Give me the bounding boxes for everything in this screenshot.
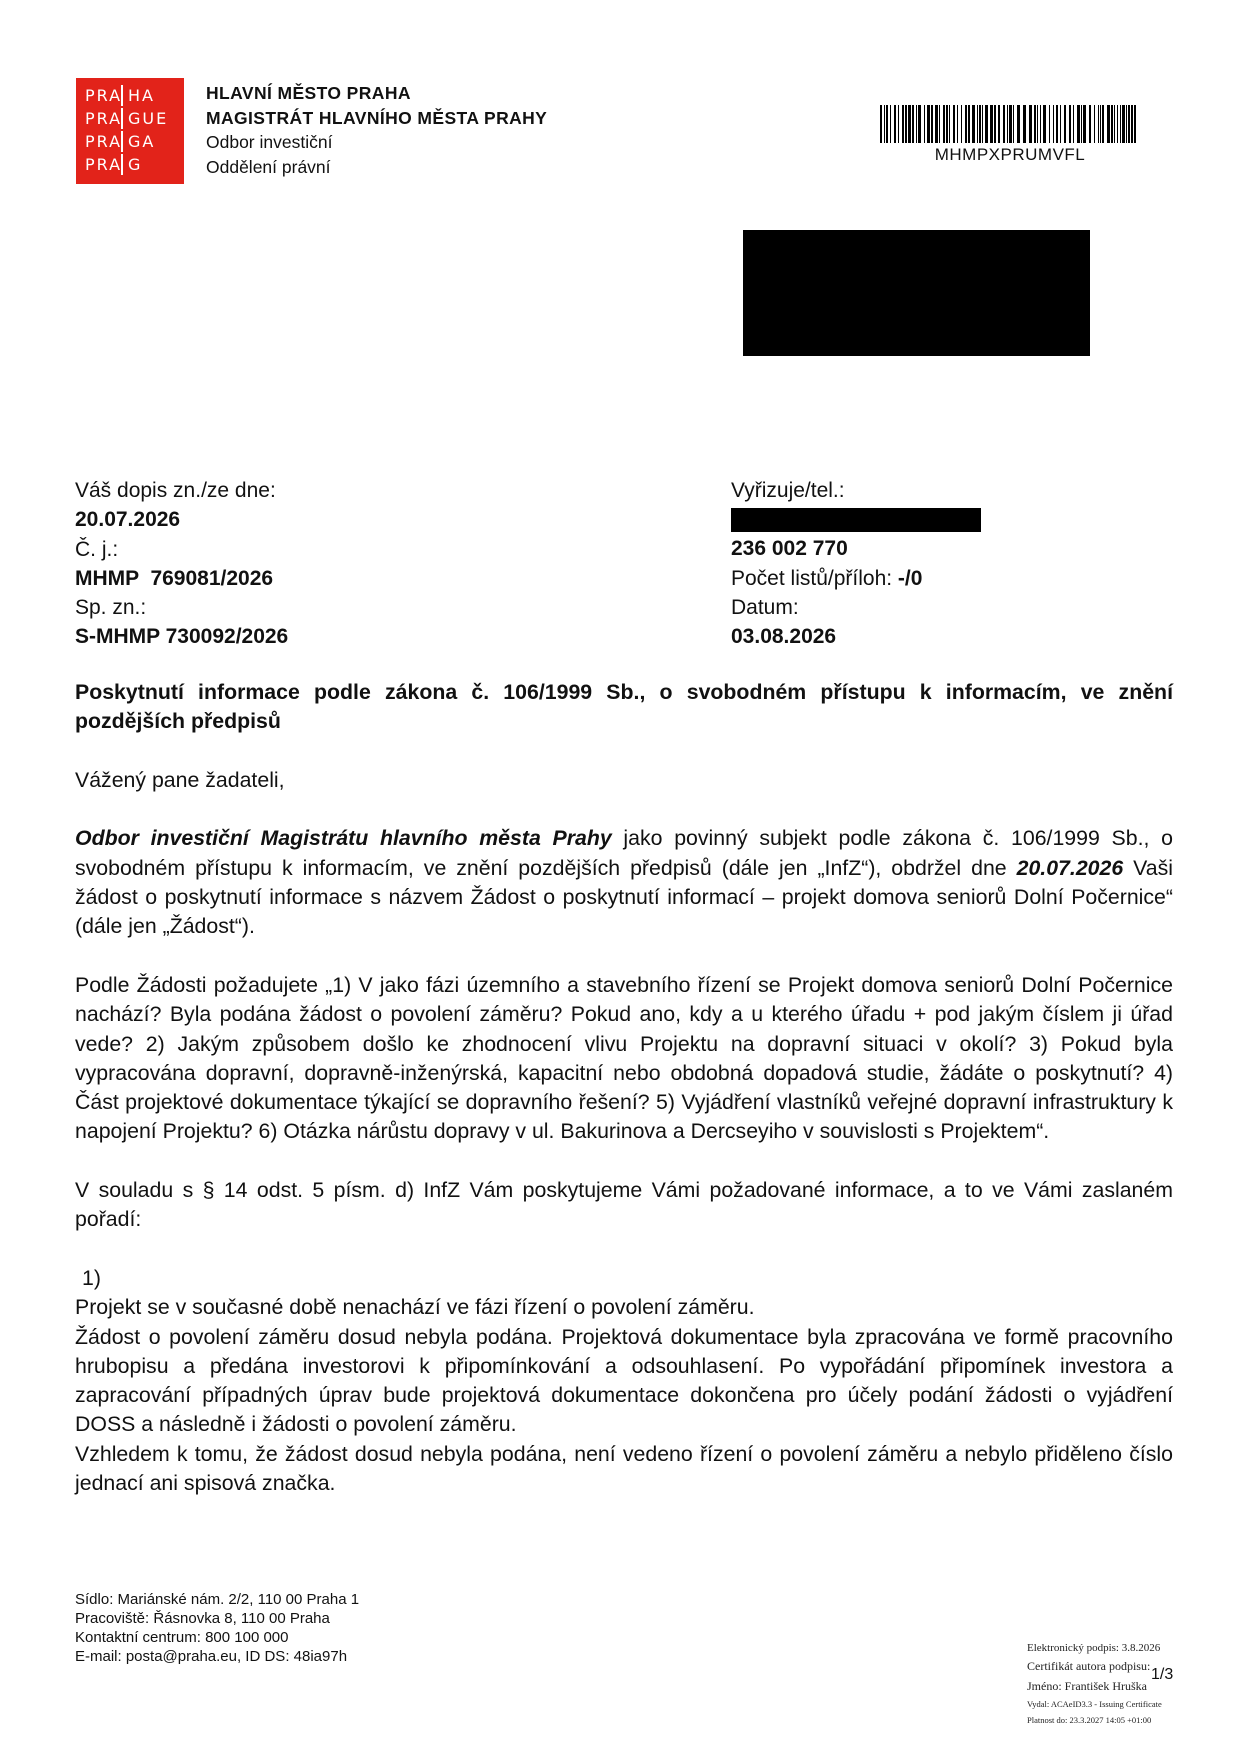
org-city: HLAVNÍ MĚSTO PRAHA — [206, 83, 411, 103]
intro-text: jako povinný subjekt podle zákona č. 106/1999 Sb., o svobodném přístupu k informacím, ve znění pozdějších předpisů (dále jen „InfZ“), obdržel dne — [75, 826, 1174, 880]
handler-label: Vyřizuje/tel.: — [731, 479, 845, 502]
barcode-bar — [1107, 105, 1110, 143]
barcode-bar — [946, 105, 948, 143]
barcode-bar — [1017, 105, 1020, 143]
barcode-bar — [1089, 105, 1091, 143]
barcode-bar — [1077, 105, 1080, 143]
barcode-bar — [1009, 105, 1012, 143]
intro-date: 20.07.2026 — [1016, 855, 1124, 880]
barcode-bar — [977, 105, 978, 143]
answer-paragraph: Projekt se v současné době nenachází ve fázi řízení o povolení záměru. — [75, 1295, 755, 1320]
barcode-bar — [1053, 105, 1054, 143]
page-number: 1/3 — [1151, 1666, 1174, 1683]
barcode-bar — [1037, 105, 1038, 143]
barcode-bar — [927, 105, 930, 143]
barcode-bar — [935, 105, 938, 143]
signature-name: Jméno: František Hruška — [1027, 1679, 1147, 1693]
org-section: Oddělení právní — [206, 156, 331, 177]
barcode-bar — [1013, 105, 1014, 143]
barcode-bar — [1081, 105, 1082, 143]
barcode-bar — [912, 105, 914, 143]
barcode-bar — [1120, 105, 1121, 143]
barcode-bar — [953, 105, 955, 143]
logo-wordmark — [85, 85, 173, 175]
barcode-bar — [957, 105, 958, 143]
redacted-address-block — [743, 230, 1090, 356]
barcode-bar — [1102, 105, 1104, 143]
barcode-bar — [880, 105, 882, 143]
barcode-bar — [1056, 105, 1058, 143]
barcode-bar — [1128, 105, 1130, 143]
signature-issuer: Vydal: ACAeID3.3 - Issuing Certificate — [1027, 1699, 1162, 1709]
barcode-bar — [1034, 105, 1036, 143]
barcode-bar — [979, 105, 981, 143]
barcode-bar — [972, 105, 975, 143]
legal-basis-paragraph: V souladu s § 14 odst. 5 písm. d) InfZ Vám poskytujeme Vámi požadované informace, a to ve Vámi zaslaném pořadí: — [75, 1178, 1173, 1232]
salutation: Vážený pane žadateli, — [75, 767, 285, 792]
barcode-bar — [994, 105, 996, 143]
praha-logo — [76, 78, 184, 184]
barcode-bar — [1064, 105, 1066, 143]
intro-text-continued: Vaši žádost o poskytnutí informace s názvem Žádost o poskytnutí informací – projekt domova seniorů Dolní Počernice“ (dále jen „Žádost“). — [75, 855, 1174, 939]
footer-email: E-mail: posta@praha.eu, ID DS: 48ia97h — [75, 1648, 348, 1665]
organization-block — [206, 81, 547, 179]
intro-emphasis: Odbor investiční Magistrátu hlavního města Prahy — [75, 826, 612, 851]
electronic-signature — [1027, 1640, 1177, 1728]
barcode-bar — [1100, 105, 1101, 143]
footer-workplace: Pracoviště: Řásnovka 8, 110 00 Praha — [75, 1610, 330, 1627]
barcode-bar — [982, 105, 983, 143]
barcode-bar — [908, 105, 911, 143]
barcode-bar — [924, 105, 925, 143]
barcode-bar — [905, 105, 907, 143]
sheets-attachments — [731, 564, 981, 593]
barcode-bar — [1114, 105, 1115, 143]
footer-contacts — [75, 1590, 359, 1666]
sheets-label: Počet listů/příloh: — [731, 566, 898, 590]
logo-cell: PRA — [85, 86, 123, 105]
org-department: Odbor investiční — [206, 132, 333, 152]
sheets-value: -/0 — [897, 566, 923, 590]
barcode-bar — [1126, 105, 1127, 143]
barcode-bar — [1040, 105, 1041, 143]
barcode-bar — [998, 105, 1000, 143]
answer-number: 1) — [82, 1265, 101, 1290]
barcode-bar — [1023, 105, 1026, 143]
barcode-bar — [1043, 105, 1046, 143]
logo-cell: G — [128, 155, 143, 174]
case-number-label: Č. j.: — [75, 537, 119, 561]
barcode-bar — [1060, 105, 1061, 143]
barcode-bar — [1094, 105, 1095, 143]
barcode-bar — [898, 105, 899, 143]
logo-cell: PRA — [85, 155, 123, 174]
barcode-bar — [1083, 105, 1086, 143]
date-value: 03.08.2026 — [731, 625, 837, 649]
barcode-bar — [1049, 105, 1050, 143]
file-mark-value: S-MHMP 730092/2026 — [75, 625, 289, 649]
barcode-bar — [985, 105, 988, 143]
letter-ref-date: 20.07.2026 — [75, 508, 181, 532]
date-label: Datum: — [731, 595, 799, 619]
logo-cell: HA — [128, 86, 155, 105]
barcode-bar — [1007, 105, 1008, 143]
barcode-bar — [1134, 105, 1136, 143]
signature-date: Elektronický podpis: 3.8.2026 — [1027, 1642, 1161, 1654]
reference-right — [731, 476, 981, 651]
barcode-bar — [918, 105, 921, 143]
barcode-bar — [1117, 105, 1118, 143]
letter-subject: Poskytnutí informace podle zákona č. 106/1999 Sb., o svobodném přístupu k informacím, ve znění pozdějších předpisů — [75, 680, 1173, 734]
barcode — [880, 105, 1140, 143]
barcode-bar — [943, 105, 945, 143]
logo-cell: PRA — [85, 109, 123, 128]
barcode-bar — [1122, 105, 1125, 143]
barcode-bar — [939, 105, 940, 143]
barcode-bar — [886, 105, 888, 143]
barcode-bar — [965, 105, 967, 143]
reference-left — [75, 476, 288, 652]
logo-cell: GUE — [128, 109, 169, 128]
barcode-bar — [1069, 105, 1071, 143]
case-number-value: MHMP 769081/2026 — [75, 566, 274, 590]
logo-cell: GA — [128, 132, 156, 151]
redacted-handler-name — [731, 508, 981, 532]
barcode-bar — [1111, 105, 1113, 143]
barcode-bar — [968, 105, 970, 143]
barcode-bar — [1003, 105, 1005, 143]
signature-certificate: Certifikát autora podpisu: — [1027, 1659, 1151, 1673]
barcode-number: MHMPXPRUMVFL — [934, 145, 1086, 164]
barcode-bar — [949, 105, 950, 143]
barcode-bar — [1131, 105, 1133, 143]
barcode-bar — [1073, 105, 1074, 143]
barcode-bar — [890, 105, 891, 143]
letter-ref-label: Váš dopis zn./ze dne: — [75, 479, 276, 502]
barcode-bar — [990, 105, 993, 143]
barcode-bar — [916, 105, 917, 143]
barcode-bar — [884, 105, 885, 143]
org-magistrate: MAGISTRÁT HLAVNÍHO MĚSTA PRAHY — [206, 107, 548, 128]
barcode-bar — [931, 105, 933, 143]
answer-paragraph: Žádost o povolení záměru dosud nebyla podána. Projektová dokumentace byla zpracována ve formě pracovního hrubopisu a předána investorovi k připomínkování a odsouhlasení. Po vypořádání připomínek investora a zapracování případných úprav bude projektová dokumentace dokončena pro účely podání žádosti o vyjádření DOSS a následně i žádosti o povolení záměru. — [75, 1324, 1173, 1437]
barcode-bar — [1029, 105, 1032, 143]
letter-body — [75, 678, 1173, 1498]
barcode-bar — [894, 105, 896, 143]
request-paragraph: Podle Žádosti požadujete „1) V jako fázi územního a stavebního řízení se Projekt domova seniorů Dolní Počernice nachází? Byla podána žádost o povolení záměru? Pokud ano, kdy a u kterého úřadu + pod jakým číslem ji úřad vede? 2) Jakým způsobem došlo ke zhodnocení vlivu Projektu na dopravní situaci v okolí? 3) Pokud byla vypracována dopravní, dopravně-inženýrská, kapacitní nebo obdobná dopadová studie, žádáte o poskytnutí? 4) Část projektové dokumentace týkající se dopravního řešení? 5) Vyjádření vlastníků veřejné dopravní infrastruktury k napojení Projektu? 6) Otázka nárůstu dopravy v ul. Bakurinova a Dercseyiho v souvislosti s Projektem“. — [75, 972, 1173, 1144]
file-mark-label: Sp. zn.: — [75, 596, 147, 620]
logo-cell: PRA — [85, 132, 123, 151]
signature-validity: Platnost do: 23.3.2027 14:05 +01:00 — [1027, 1715, 1152, 1725]
intro-paragraph — [75, 824, 1173, 941]
answer-paragraph: Vzhledem k tomu, že žádost dosud nebyla podána, není vedeno řízení o povolení záměru a nebylo přiděleno číslo jednací ani spisová značka. — [75, 1441, 1173, 1496]
barcode-bar — [902, 105, 904, 143]
barcode-bar — [1098, 105, 1099, 143]
barcode-bar — [961, 105, 962, 143]
handler-phone: 236 002 770 — [731, 537, 848, 561]
footer-seat: Sídlo: Mariánské nám. 2/2, 110 00 Praha 1 — [75, 1591, 360, 1608]
footer-contact-centre: Kontaktní centrum: 800 100 000 — [75, 1629, 289, 1646]
